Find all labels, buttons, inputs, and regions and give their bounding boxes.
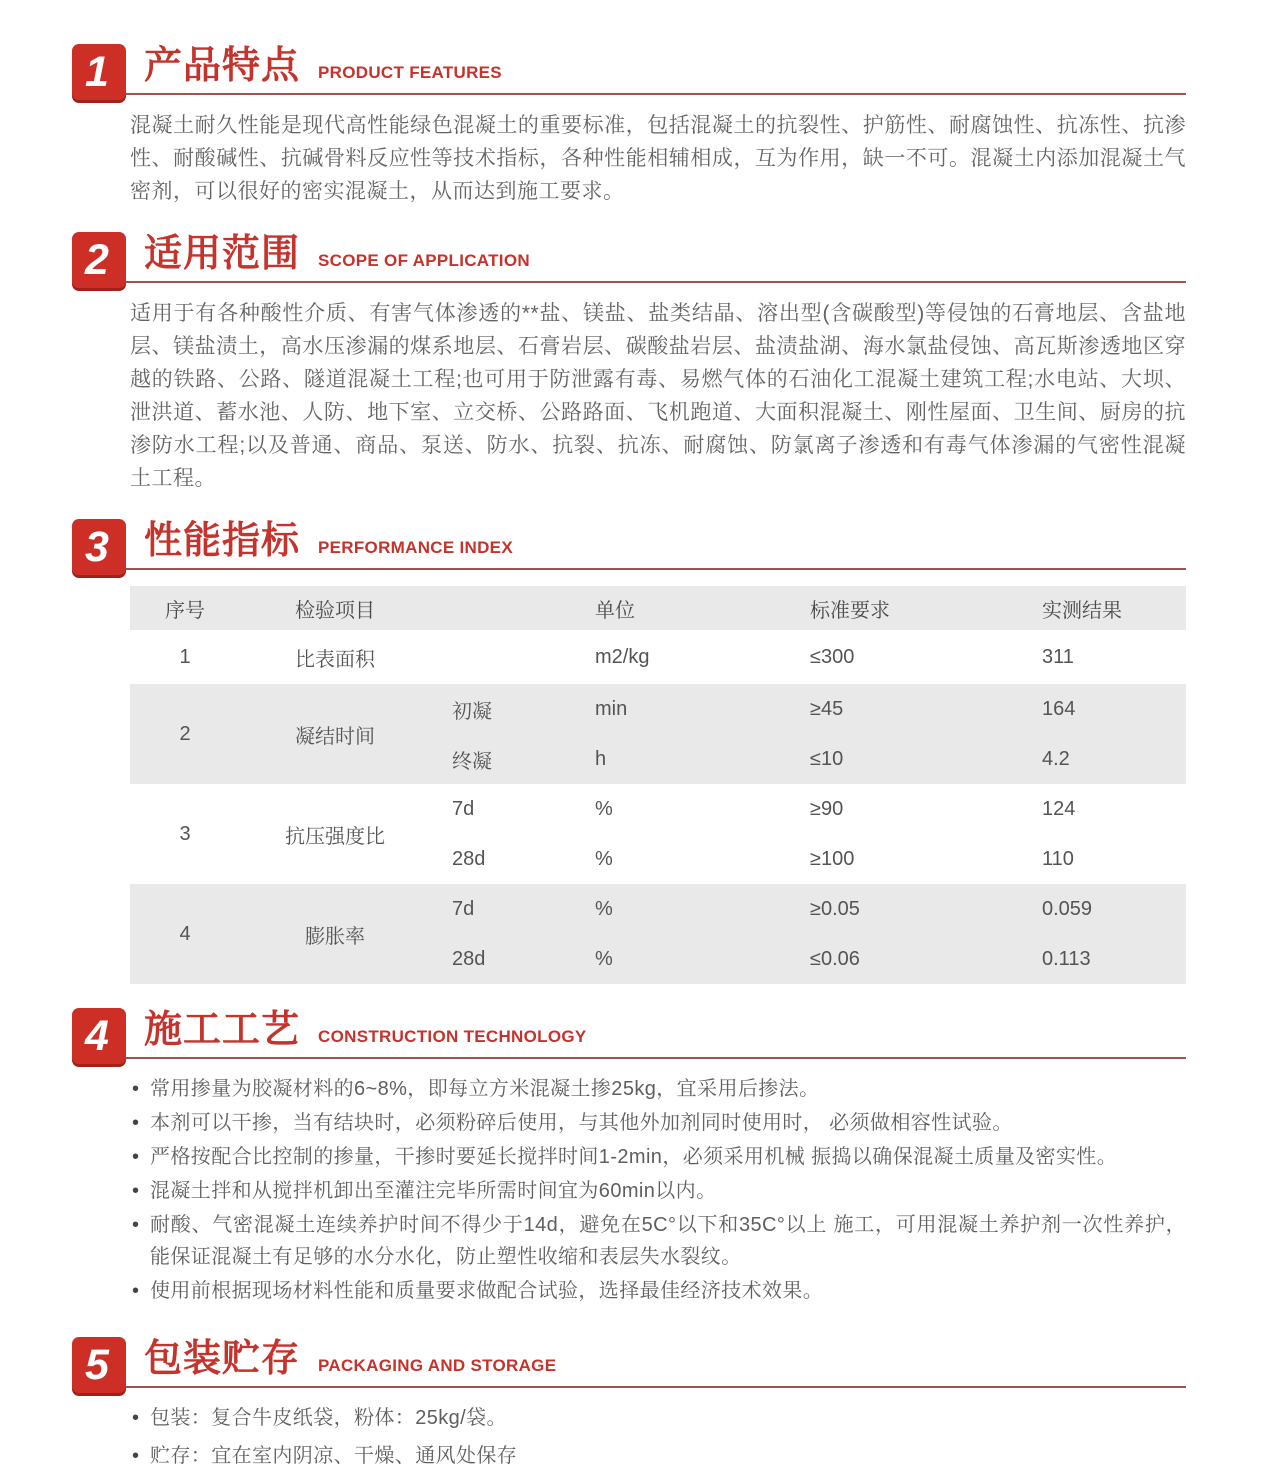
col-header-standard: 标准要求 <box>810 599 890 622</box>
section-header <box>72 1008 1186 1059</box>
cell-result: 164 <box>1042 697 1076 720</box>
cell-sub: 7d <box>452 797 475 820</box>
section-subtitle: SCOPE OF APPLICATION <box>318 251 530 270</box>
cell-standard: ≤10 <box>810 747 844 770</box>
cell-unit: h <box>595 747 607 770</box>
section-number-badge: 2 <box>72 232 126 288</box>
features-paragraph: 混凝土耐久性能是现代高性能绿色混凝土的重要标准，包括混凝土的抗裂性、护筋性、耐腐蚀性、抗冻性、抗渗性、耐酸碱性、抗碱骨料反应性等技术指标，各种性能相辅相成，互为作用，缺一不可。混凝土内添加混凝土气密剂，可以很好的密实混凝土，从而达到施工要求。 <box>130 114 1186 203</box>
bullet-item: • 耐酸、气密混凝土连续养护时间不得少于14d，避免在5C°以下和35C°以上 施工，可用混凝土养护剂一次性养护，能保证混凝土有足够的水分水化，防止塑性收缩和表层失水裂纹。 <box>130 1209 1186 1273</box>
cell-sub: 7d <box>452 897 475 920</box>
cell-unit: % <box>595 797 613 820</box>
bullet-item: • 本剂可以干掺，当有结块时，必须粉碎后使用，与其他外加剂同时使用时， 必须做相容性试验。 <box>130 1107 1186 1139</box>
cell-result: 0.113 <box>1042 947 1091 970</box>
cell-no: 4 <box>179 922 191 945</box>
section-construction <box>72 1008 1186 1307</box>
section-subtitle: PACKAGING AND STORAGE <box>318 1356 557 1375</box>
section-number-badge: 4 <box>72 1008 126 1064</box>
cell-sub: 初凝 <box>452 700 492 723</box>
cell-sub: 28d <box>452 947 486 970</box>
section-performance-index <box>72 519 1186 984</box>
bullet-item: • 包装：复合牛皮纸袋，粉体：25kg/袋。 <box>130 1402 1186 1434</box>
col-header-unit: 单位 <box>595 599 635 622</box>
cell-item: 比表面积 <box>295 648 375 671</box>
table-row <box>130 630 1186 684</box>
cell-sub: 终凝 <box>452 750 492 773</box>
cell-standard: ≥100 <box>810 847 855 870</box>
scope-paragraph: 适用于有各种酸性介质、有害气体渗透的**盐、镁盐、盐类结晶、溶出型(含碳酸型)等侵蚀的石膏地层、含盐地层、镁盐渍土，高水压渗漏的煤系地层、石膏岩层、碳酸盐岩层、盐渍盐湖、海水氯盐侵蚀、高瓦斯渗透地区穿越的铁路、公路、隧道混凝土工程;也可用于防泄露有毒、易燃气体的石油化工混凝土建筑工程;水电站、大坝、泄洪道、蓄水池、人防、地下室、立交桥、公路路面、飞机跑道、大面积混凝土、刚性屋面、卫生间、厨房的抗渗防水工程;以及普通、商品、泵送、防水、抗裂、抗冻、耐腐蚀、防氯离子渗透和有毒气体渗漏的气密性混凝土工程。 <box>130 302 1186 490</box>
section-subtitle: PRODUCT FEATURES <box>318 63 502 82</box>
construction-bullet-list <box>130 1073 1186 1307</box>
section-title: 适用范围 <box>144 233 301 275</box>
section-header <box>72 1337 1186 1388</box>
cell-no: 2 <box>179 722 191 745</box>
section-number-badge: 1 <box>72 44 126 100</box>
section-scope <box>72 232 1186 495</box>
section-packaging <box>72 1337 1186 1472</box>
section-product-features <box>72 44 1186 208</box>
cell-unit: % <box>595 947 613 970</box>
bullet-item: • 使用前根据现场材料性能和质量要求做配合试验，选择最佳经济技术效果。 <box>130 1275 1186 1307</box>
section-title: 性能指标 <box>144 520 301 562</box>
section-title: 施工工艺 <box>144 1009 301 1051</box>
section-header <box>72 44 1186 95</box>
cell-no: 1 <box>179 645 191 668</box>
cell-standard: ≥45 <box>810 697 844 720</box>
section-number-badge: 5 <box>72 1337 126 1393</box>
cell-item: 膨胀率 <box>305 925 365 948</box>
cell-standard: ≤300 <box>810 645 855 668</box>
cell-unit: % <box>595 897 613 920</box>
bullet-item: • 混凝土拌和从搅拌机卸出至灌注完毕所需时间宜为60min以内。 <box>130 1175 1186 1207</box>
cell-result: 311 <box>1042 645 1074 668</box>
bullet-item: • 常用掺量为胶凝材料的6~8%，即每立方米混凝土掺25kg，宜采用后掺法。 <box>130 1073 1186 1105</box>
section-header <box>72 232 1186 283</box>
section-header <box>72 519 1186 570</box>
performance-table <box>130 586 1186 984</box>
bullet-item: • 贮存：宜在室内阴凉、干燥、通风处保存 <box>130 1440 1186 1472</box>
cell-item: 抗压强度比 <box>285 825 385 848</box>
cell-item: 凝结时间 <box>295 725 375 748</box>
section-title: 产品特点 <box>144 45 301 87</box>
section-title: 包装贮存 <box>144 1338 301 1380</box>
section-number-badge: 3 <box>72 519 126 575</box>
table-header-row <box>130 586 1186 630</box>
col-header-item: 检验项目 <box>295 599 375 622</box>
table-row <box>130 684 1186 784</box>
packaging-bullet-list <box>130 1402 1186 1472</box>
table-row <box>130 784 1186 884</box>
table-row <box>130 884 1186 984</box>
cell-result: 124 <box>1042 797 1076 820</box>
cell-standard: ≥0.05 <box>810 897 860 920</box>
cell-result: 4.2 <box>1042 747 1070 770</box>
cell-result: 0.059 <box>1042 897 1093 920</box>
cell-result: 110 <box>1042 847 1074 870</box>
cell-standard: ≤0.06 <box>810 947 860 970</box>
cell-unit: min <box>595 697 628 720</box>
bullet-item: • 严格按配合比控制的掺量，干掺时要延长搅拌时间1-2min，必须采用机械 振捣以确保混凝土质量及密实性。 <box>130 1141 1186 1173</box>
cell-unit: % <box>595 847 613 870</box>
section-subtitle: PERFORMANCE INDEX <box>318 538 513 557</box>
cell-no: 3 <box>179 822 191 845</box>
col-header-result: 实测结果 <box>1042 599 1122 622</box>
col-header-no: 序号 <box>165 599 205 622</box>
cell-standard: ≥90 <box>810 797 844 820</box>
cell-sub: 28d <box>452 847 486 870</box>
cell-unit: m2/kg <box>595 645 650 668</box>
section-subtitle: CONSTRUCTION TECHNOLOGY <box>318 1027 587 1046</box>
